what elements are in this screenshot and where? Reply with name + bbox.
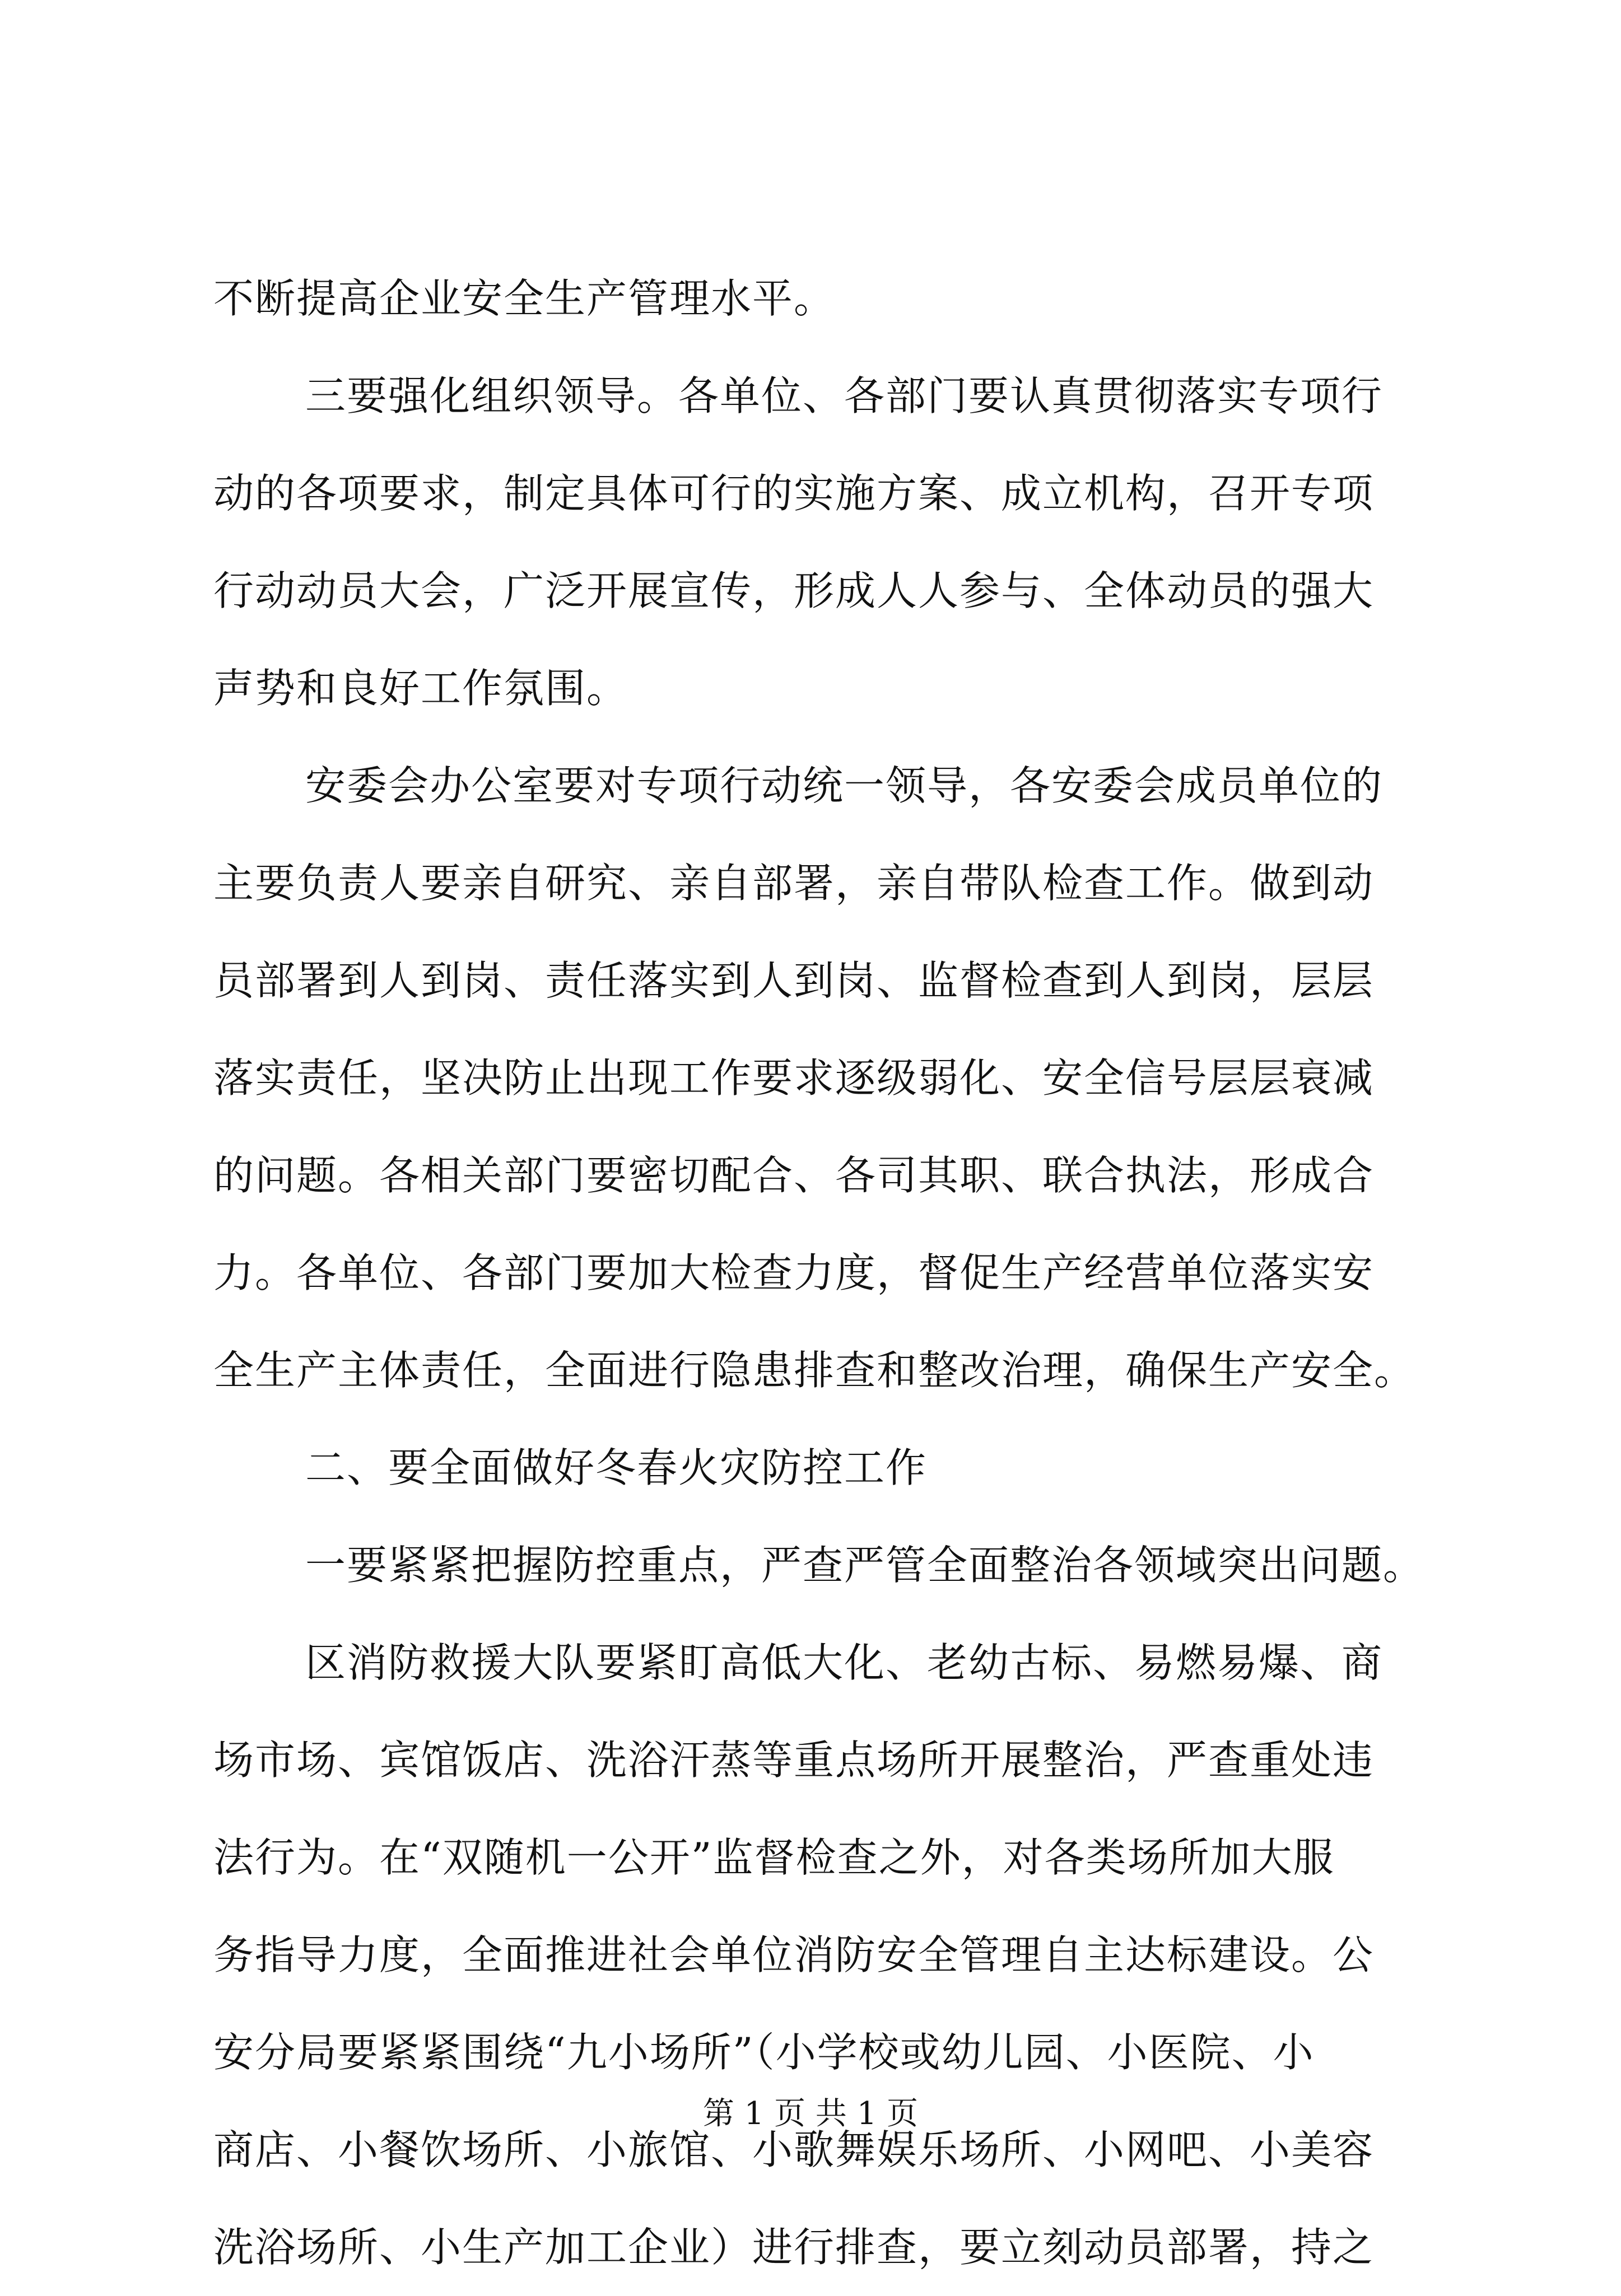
text-line: 三要强化组织领导。各单位、各部门要认真贯彻落实专项行 <box>305 372 1384 419</box>
page-number: 第 1 页 共 1 页 <box>702 2096 919 2132</box>
text-line: 的问题。各相关部门要密切配合、各司其职、联合执法，形成合 <box>213 1152 1375 1199</box>
text-line: 法行为。在“双随机一公开”监督检查之外，对各类场所加大服 <box>213 1834 1335 1881</box>
text-line: 员部署到人到岗、责任落实到人到岗、监督检查到人到岗，层层 <box>213 957 1375 1004</box>
document-body <box>213 250 1425 2296</box>
text-line: 安委会办公室要对专项行动统一领导，各安委会成员单位的 <box>305 762 1384 809</box>
text-line: 主要负责人要亲自研究、亲自部署，亲自带队检查工作。做到动 <box>213 860 1375 907</box>
text-line: 安分局要紧紧围绕“九小场所”（小学校或幼儿园、小医院、小 <box>213 2029 1315 2076</box>
text-line: 区消防救援大队要紧盯高低大化、老幼古标、易燃易爆、商 <box>305 1639 1384 1686</box>
text-line: 力。各单位、各部门要加大检查力度，督促生产经营单位落实安 <box>213 1249 1375 1296</box>
text-line: 全生产主体责任，全面进行隐患排查和整改治理，确保生产安全。 <box>213 1347 1416 1394</box>
text-line: 动的各项要求，制定具体可行的实施方案、成立机构，召开专项 <box>213 470 1375 517</box>
text-line: 声势和良好工作氛围。 <box>213 665 628 712</box>
text-line: 商店、小餐饮场所、小旅馆、小歌舞娱乐场所、小网吧、小美容 <box>213 2126 1375 2173</box>
page-footer <box>0 2092 1621 2136</box>
text-line: 场市场、宾馆饭店、洗浴汗蒸等重点场所开展整治，严查重处违 <box>213 1737 1375 1784</box>
text-line: 不断提高企业安全生产管理水平。 <box>213 275 836 322</box>
text-line: 落实责任，坚决防止出现工作要求逐级弱化、安全信号层层衰减 <box>213 1054 1375 1102</box>
text-line: 行动动员大会，广泛开展宣传，形成人人参与、全体动员的强大 <box>213 567 1375 614</box>
text-line: 一要紧紧把握防控重点，严查严管全面整治各领域突出问题。 <box>305 1542 1425 1589</box>
text-line: 务指导力度，全面推进社会单位消防安全管理自主达标建设。公 <box>213 1931 1375 1978</box>
text-line: 洗浴场所、小生产加工企业）进行排查，要立刻动员部署，持之 <box>213 2224 1375 2271</box>
section-heading: 二、要全面做好冬春火灾防控工作 <box>305 1444 928 1491</box>
